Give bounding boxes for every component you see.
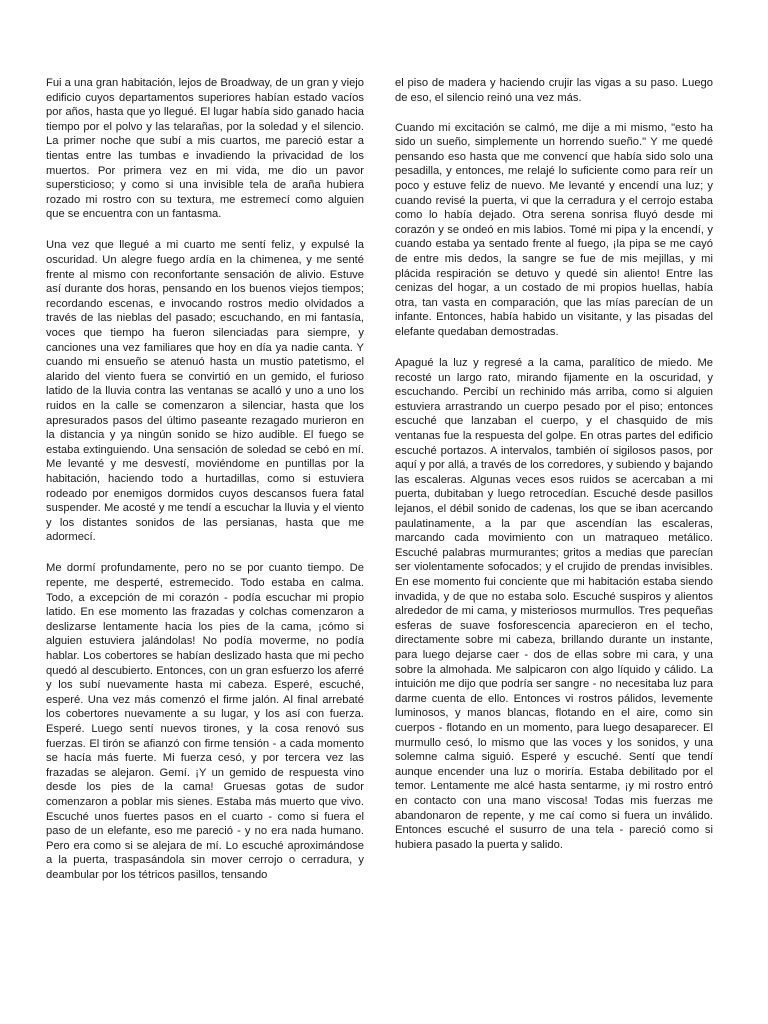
paragraph: Fui a una gran habitación, lejos de Broadway, de un gran y viejo edificio cuyos departamentos superiores habían estado vacíos por años, hasta que yo llegué. El lugar había sido ganado hacia tiempo por el polvo y las telarañas, por la soledad y el silencio. La primer noche que subí a mis cuartos, me pareció estar a tientas entre las tumbas e invadiendo la privacidad de los muertos. Por primera vez en mi vida, me dio un pavor supersticioso; y como si una invisible tela de araña hubiera rozado mi rostro con su textura, me estremecí como alguien que se encuentra con un fantasma. [46, 77, 364, 221]
left-column [46, 76, 364, 899]
paragraph: Cuando mi excitación se calmó, me dije a mi mismo, "esto ha sido un sueño, simplemente un horrendo sueño." Y me quedé pensando eso hasta que me convencí que había sido solo una pesadilla, y entonces, me relajé lo suficiente como para reír un poco y estuve feliz de nuevo. Me levanté y encendí una luz; y cuando revisé la puerta, vi que la cerradura y el cerrojo estaba como lo había dejado. Otra serena sonrisa fluyó desde mi corazón y se ondeó en mis labios. Tomé mi pipa y la encendí, y cuando estaba ya sentado frente al fuego, ¡la pipa se me cayó de entre mis dedos, la sangre se fue de mis mejillas, y mi plácida respiración se detuvo y quedé sin aliento! Entre las cenizas del hogar, a un costado de mi propios huellas, había otra, tan vasta en comparación, que las mías parecían de un infante. Entonces, había habido un visitante, y las pisadas del elefante quedaban demostradas. [395, 121, 713, 338]
right-column [395, 76, 713, 869]
paragraph: Apagué la luz y regresé a la cama, paralítico de miedo. Me recosté un largo rato, mirando fijamente en la oscuridad, y escuchando. Percibí un rechinido más arriba, como si alguien estuviera arrastrando un cuerpo pesado por el piso; entonces escuché que lanzaban el cuerpo, y el chasquido de mis ventanas fue la respuesta del golpe. En otras partes del edificio escuché portazos. A intervalos, también oí sigilosos pasos, por aquí y por allá, a través de los corredores, y subiendo y bajando las escaleras. Algunas veces esos ruidos se acercaban a mi puerta, dubitaban y luego retrocedían. Escuché desde pasillos lejanos, el débil sonido de cadenas, los que se iban acercando paulatinamente, a la par que ascendían las escaleras, marcando cada movimiento con un matraqueo metálico. Escuché palabras murmurantes; gritos a medias que parecían ser violentamente sofocados; y el crujido de prendas invisibles. En ese momento fui conciente que mi habitación estaba siendo invadida, y de que no estaba solo. Escuché suspiros y alientos alrededor de mi cama, y misteriosos murmullos. Tres pequeñas esferas de suave fosforescencia aparecieron en el techo, directamente sobre mi cabeza, brillando durante un instante, para luego dejarse caer - dos de ellas sobre mi cara, y una sobre la almohada. Me salpicaron con algo líquido y cálido. La intuición me dijo que podría ser sangre - no necesitaba luz para darme cuenta de ello. Entonces vi rostros pálidos, levemente luminosos, y manos blancas, flotando en el aire, como sin cuerpos - flotando en un momento, para luego desaparecer. El murmullo cesó, lo mismo que las voces y los sonidos, y una solemne calma siguió. Esperé y escuché. Sentí que tendí aunque encender una luz o moriría. Estaba debilitado por el temor. Lentamente me alcé hasta sentarme, ¡y mi rostro entró en contacto con una mano viscosa! Todas mis fuerzas me abandonaron de repente, y me caí como si fuera un inválido. Entonces escuché el susurro de una tela - pareció como si hubiera pasado la puerta y salido. [395, 357, 713, 851]
paragraph: Una vez que llegué a mi cuarto me sentí feliz, y expulsé la oscuridad. Un alegre fuego ardía en la chimenea, y me senté frente al mismo con reconfortante sensación de alivio. Estuve así durante dos horas, pensando en los buenos viejos tiempos; recordando escenas, e invocando rostros medio olvidados a través de las nieblas del pasado; escuchando, en mi fantasía, voces que tiempo ha fueron silenciadas para siempre, y canciones una vez familiares que hoy en día ya nadie canta. Y cuando mi ensueño se atenuó hasta un mustio patetismo, el alarido del viento fuera se convirtió en un gemido, el furioso latido de la lluvia contra las ventanas se acalló y uno a uno los ruidos en la calle se comenzaron a silenciar, hasta que los apresurados pasos del último paseante rezagado murieron en la distancia y ya ningún sonido se hizo audible. El fuego se estaba extinguiendo. Una sensación de soledad se cebó en mí. Me levanté y me desvestí, moviéndome en puntillas por la habitación, haciendo todo a hurtadillas, como si estuviera rodeado por enemigos dormidos cuyos descansos fuera fatal suspender. Me acosté y me tendí a escuchar la lluvia y el viento y los distantes sonidos de las persianas, hasta que me adormecí. [46, 239, 364, 544]
paragraph: Me dormí profundamente, pero no se por cuanto tiempo. De repente, me desperté, estremecido. Todo estaba en calma. Todo, a excepción de mi corazón - podía escuchar mi propio latido. En ese momento las frazadas y colchas comenzaron a deslizarse lentamente hacia los pies de la cama, ¡cómo si alguien estuviera jalándolas! No podía moverme, no podía hablar. Los cobertores se habían deslizado hasta que mi pecho quedó al descubierto. Entonces, con un gran esfuerzo los aferré y los subí nuevamente hasta mi cabeza. Esperé, escuché, esperé. Una vez más comenzó el firme jalón. Al final arrebaté los cobertores nuevamente a su lugar, y los así con fuerza. Esperé. Luego sentí nuevos tirones, y la cosa renovó sus fuerzas. El tirón se afianzó con firme tensión - a cada momento se hacía más fuerte. Mi fuerza cesó, y por tercera vez las frazadas se alejaron. Gemí. ¡Y un gemido de respuesta vino desde los pies de la cama! Gruesas gotas de sudor comenzaron a poblar mis sienes. Estaba más muerto que vivo. Escuché unos fuertes pasos en el cuarto - como si fuera el paso de un elefante, eso me pareció - y no era nada humano. Pero era como si se alejara de mí. Lo escuché aproximándose a la puerta, traspasándola sin mover cerrojo o cerradura, y deambular por los tétricos pasillos, tensando [46, 562, 364, 881]
paragraph: el piso de madera y haciendo crujir las vigas a su paso. Luego de eso, el silencio reinó una vez más. [395, 77, 713, 104]
